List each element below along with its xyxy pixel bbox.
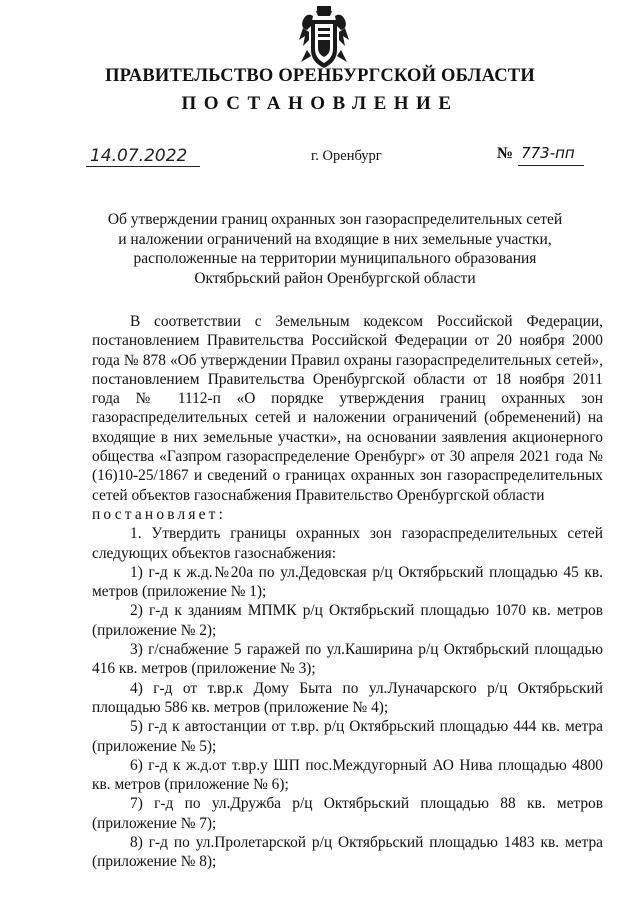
document-title	[100, 210, 570, 289]
decree-word: постановляет:	[92, 505, 227, 523]
title-line: и наложении ограничений на входящие в них земельные участки,	[118, 230, 552, 248]
list-item: 4) г-д от т.вр.к Дому Быта по ул.Луначарского р/ц Октябрьский площадью 586 кв. метров (приложение № 4);	[92, 679, 603, 716]
coat-of-arms-emblem	[297, 6, 351, 70]
list-item: 1) г-д к ж.д.№20а по ул.Дедовская р/ц Октябрьский площадью 45 кв. метров (приложение № 1);	[92, 563, 603, 601]
list-item: 5) г-д к автостанции от т.вр. р/ц Октябрьский площадью 444 кв. метра (приложение № 5);	[92, 718, 603, 755]
list-item: 1. Утвердить границы охранных зон газораспределительных сетей следующих объектов газоснабжения:	[92, 525, 603, 562]
title-line: Октябрьский район Оренбургской области	[194, 270, 476, 288]
preamble-paragraph: В соответствии с Земельным кодексом Российской Федерации, постановлением Правительства Российской Федерации от 20 ноября 2000 года № 878 «Об утверждении Правил охраны газораспределительных сетей», постановлением Правительства Оренбургской области от 18 ноября 2011 года № 1112-п «О порядке утверждения границ охранных зон газораспределительных сетей и наложении ограничений (обременений) на входящие в них земельные участки», на основании заявления акционерного общества «Газпром газораспределение Оренбург» от 30 апреля 2021 года № (16)10-25/1867 и сведений о границах охранных зон газораспределительных сетей объектов газоснабжения Правительство Оренбургской области	[92, 313, 603, 504]
document-number	[497, 144, 575, 163]
number-sign: №	[497, 145, 514, 162]
list-item: 6) г-д к ж.д.от т.вр.у ШП пос.Междугорный АО Нива площадью 4800 кв. метров (приложение № 6);	[92, 756, 603, 794]
number-value: 773-пп	[521, 144, 575, 162]
list-item: 7) г-д по ул.Дружба р/ц Октябрьский площадью 88 кв. метров (приложение № 7);	[92, 795, 603, 832]
document-city: г. Оренбург	[311, 148, 382, 164]
government-name: ПРАВИТЕЛЬСТВО ОРЕНБУРГСКОЙ ОБЛАСТИ	[105, 66, 535, 86]
list-item: 2) г-д к зданиям МПМК р/ц Октябрьский площадью 1070 кв. метров (приложение № 2);	[92, 602, 603, 639]
date-underline	[86, 166, 200, 167]
title-line: Об утверждении границ охранных зон газораспределительных сетей	[107, 211, 563, 228]
document-date: 14.07.2022	[90, 146, 188, 166]
document-body	[92, 312, 603, 872]
list-item: 3) г/снабжение 5 гаражей по ул.Каширина р/ц Октябрьский площадью 416 кв. метров (приложение № 3);	[92, 641, 603, 678]
number-underline	[518, 165, 584, 166]
list-item: 8) г-д по ул.Пролетарской р/ц Октябрьский площадью 1483 кв. метра (приложение № 8);	[92, 834, 603, 871]
document-type: ПОСТАНОВЛЕНИЕ	[181, 93, 459, 114]
title-line: расположенные на территории муниципального образования	[133, 250, 537, 268]
